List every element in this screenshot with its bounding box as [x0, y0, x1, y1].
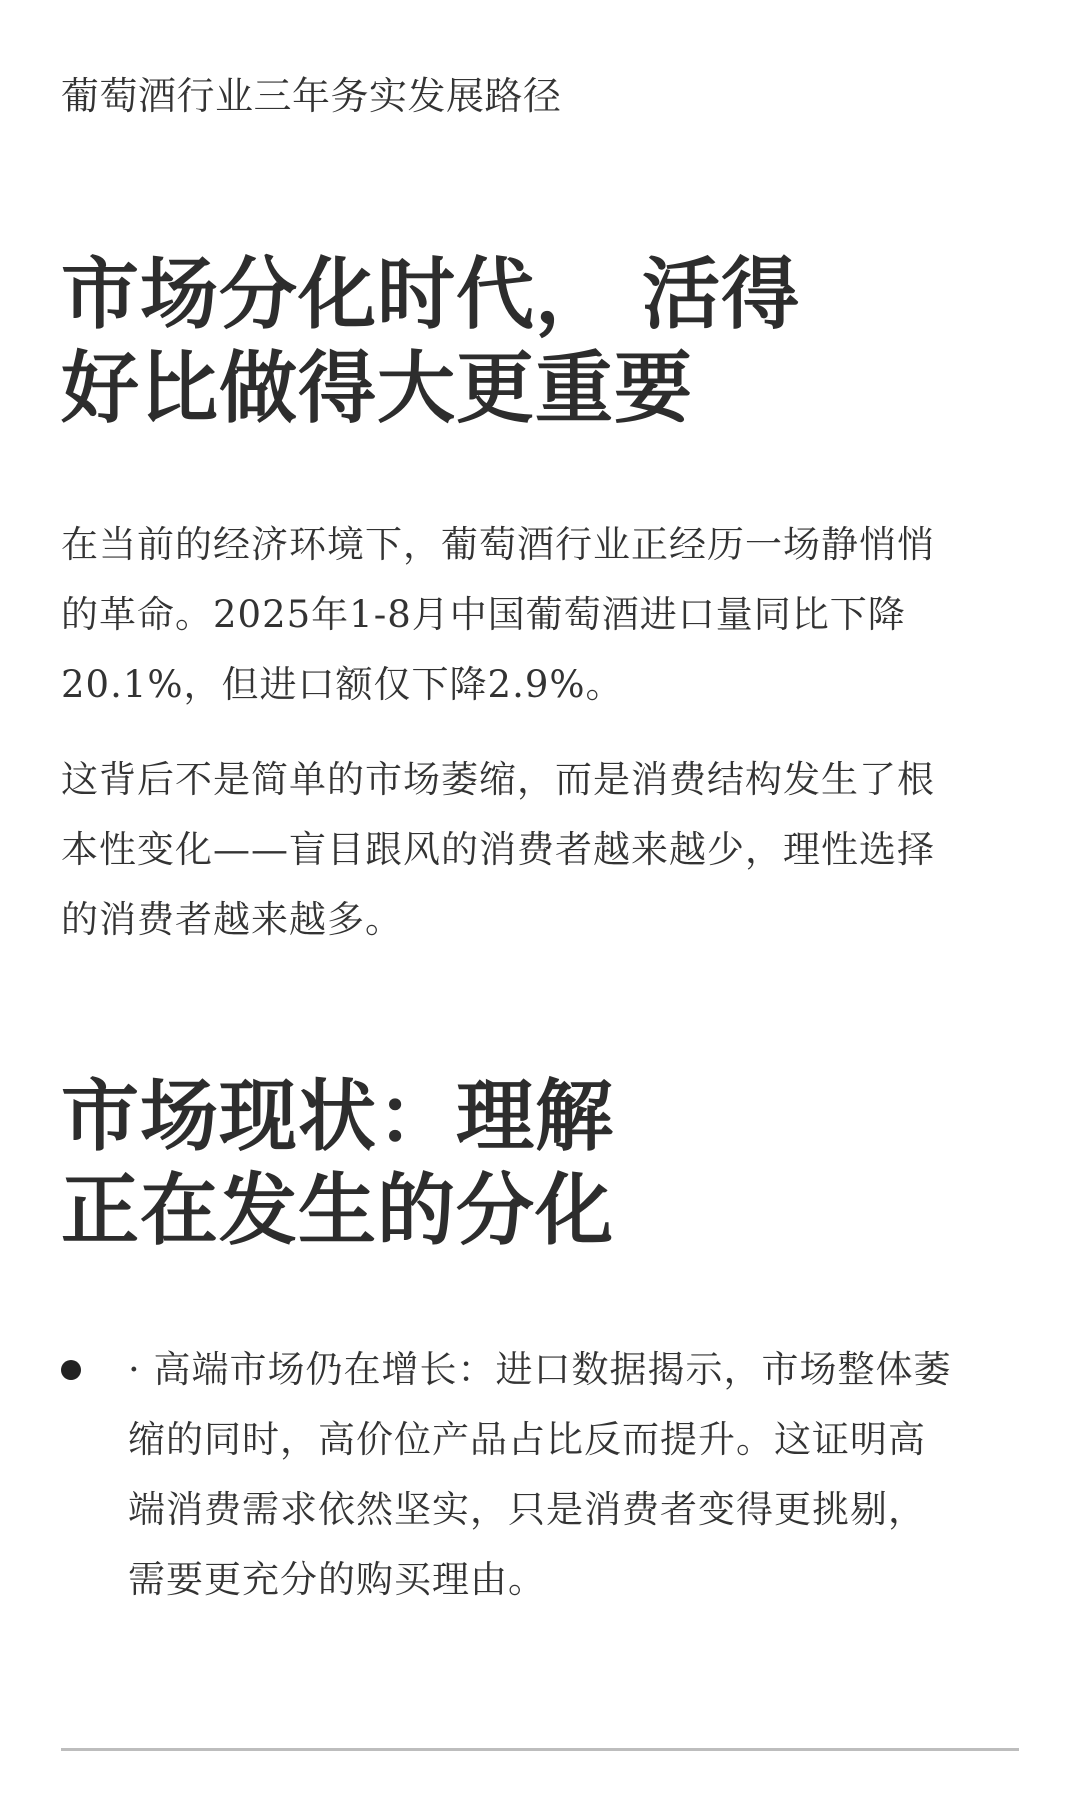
bullet-dot-icon: [61, 1360, 81, 1380]
paragraph-2: [61, 745, 1021, 955]
section-2-title-line-1: 市场现状：理解: [61, 1071, 615, 1162]
paragraph-2-line-2: 本性变化——盲目跟风的消费者越来越少，理性选择: [61, 828, 935, 871]
bullet-item: [128, 1335, 1028, 1615]
section-2-title: [61, 1070, 961, 1258]
paragraph-1-line-1: 在当前的经济环境下，葡萄酒行业正经历一场静悄悄: [61, 523, 935, 566]
section-divider: [61, 1748, 1019, 1751]
paragraph-2-line-3: 的消费者越来越多。: [61, 898, 403, 941]
paragraph-1: [61, 510, 1021, 720]
article-kicker: 葡萄酒行业三年务实发展路径: [61, 74, 562, 118]
paragraph-1-line-2: 的革命。2025年1-8月中国葡萄酒进口量同比下降: [61, 593, 906, 636]
bullet-item-line-3: 端消费需求依然坚实，只是消费者变得更挑剔，: [128, 1488, 926, 1531]
section-2-title-line-2: 正在发生的分化: [61, 1165, 615, 1256]
section-1-title-line-2: 好比做得大更重要: [61, 343, 694, 434]
bullet-item-line-2: 缩的同时，高价位产品占比反而提升。这证明高: [128, 1418, 926, 1461]
section-1-title: [61, 248, 961, 436]
paragraph-1-line-3: 20.1%，但进口额仅下降2.9%。: [61, 663, 624, 706]
section-1-title-line-1: 市场分化时代， 活得: [61, 249, 801, 340]
paragraph-2-line-1: 这背后不是简单的市场萎缩，而是消费结构发生了根: [61, 758, 935, 801]
bullet-item-line-4: 需要更充分的购买理由。: [128, 1558, 546, 1601]
bullet-item-line-1: · 高端市场仍在增长：进口数据揭示，市场整体萎: [128, 1348, 952, 1391]
